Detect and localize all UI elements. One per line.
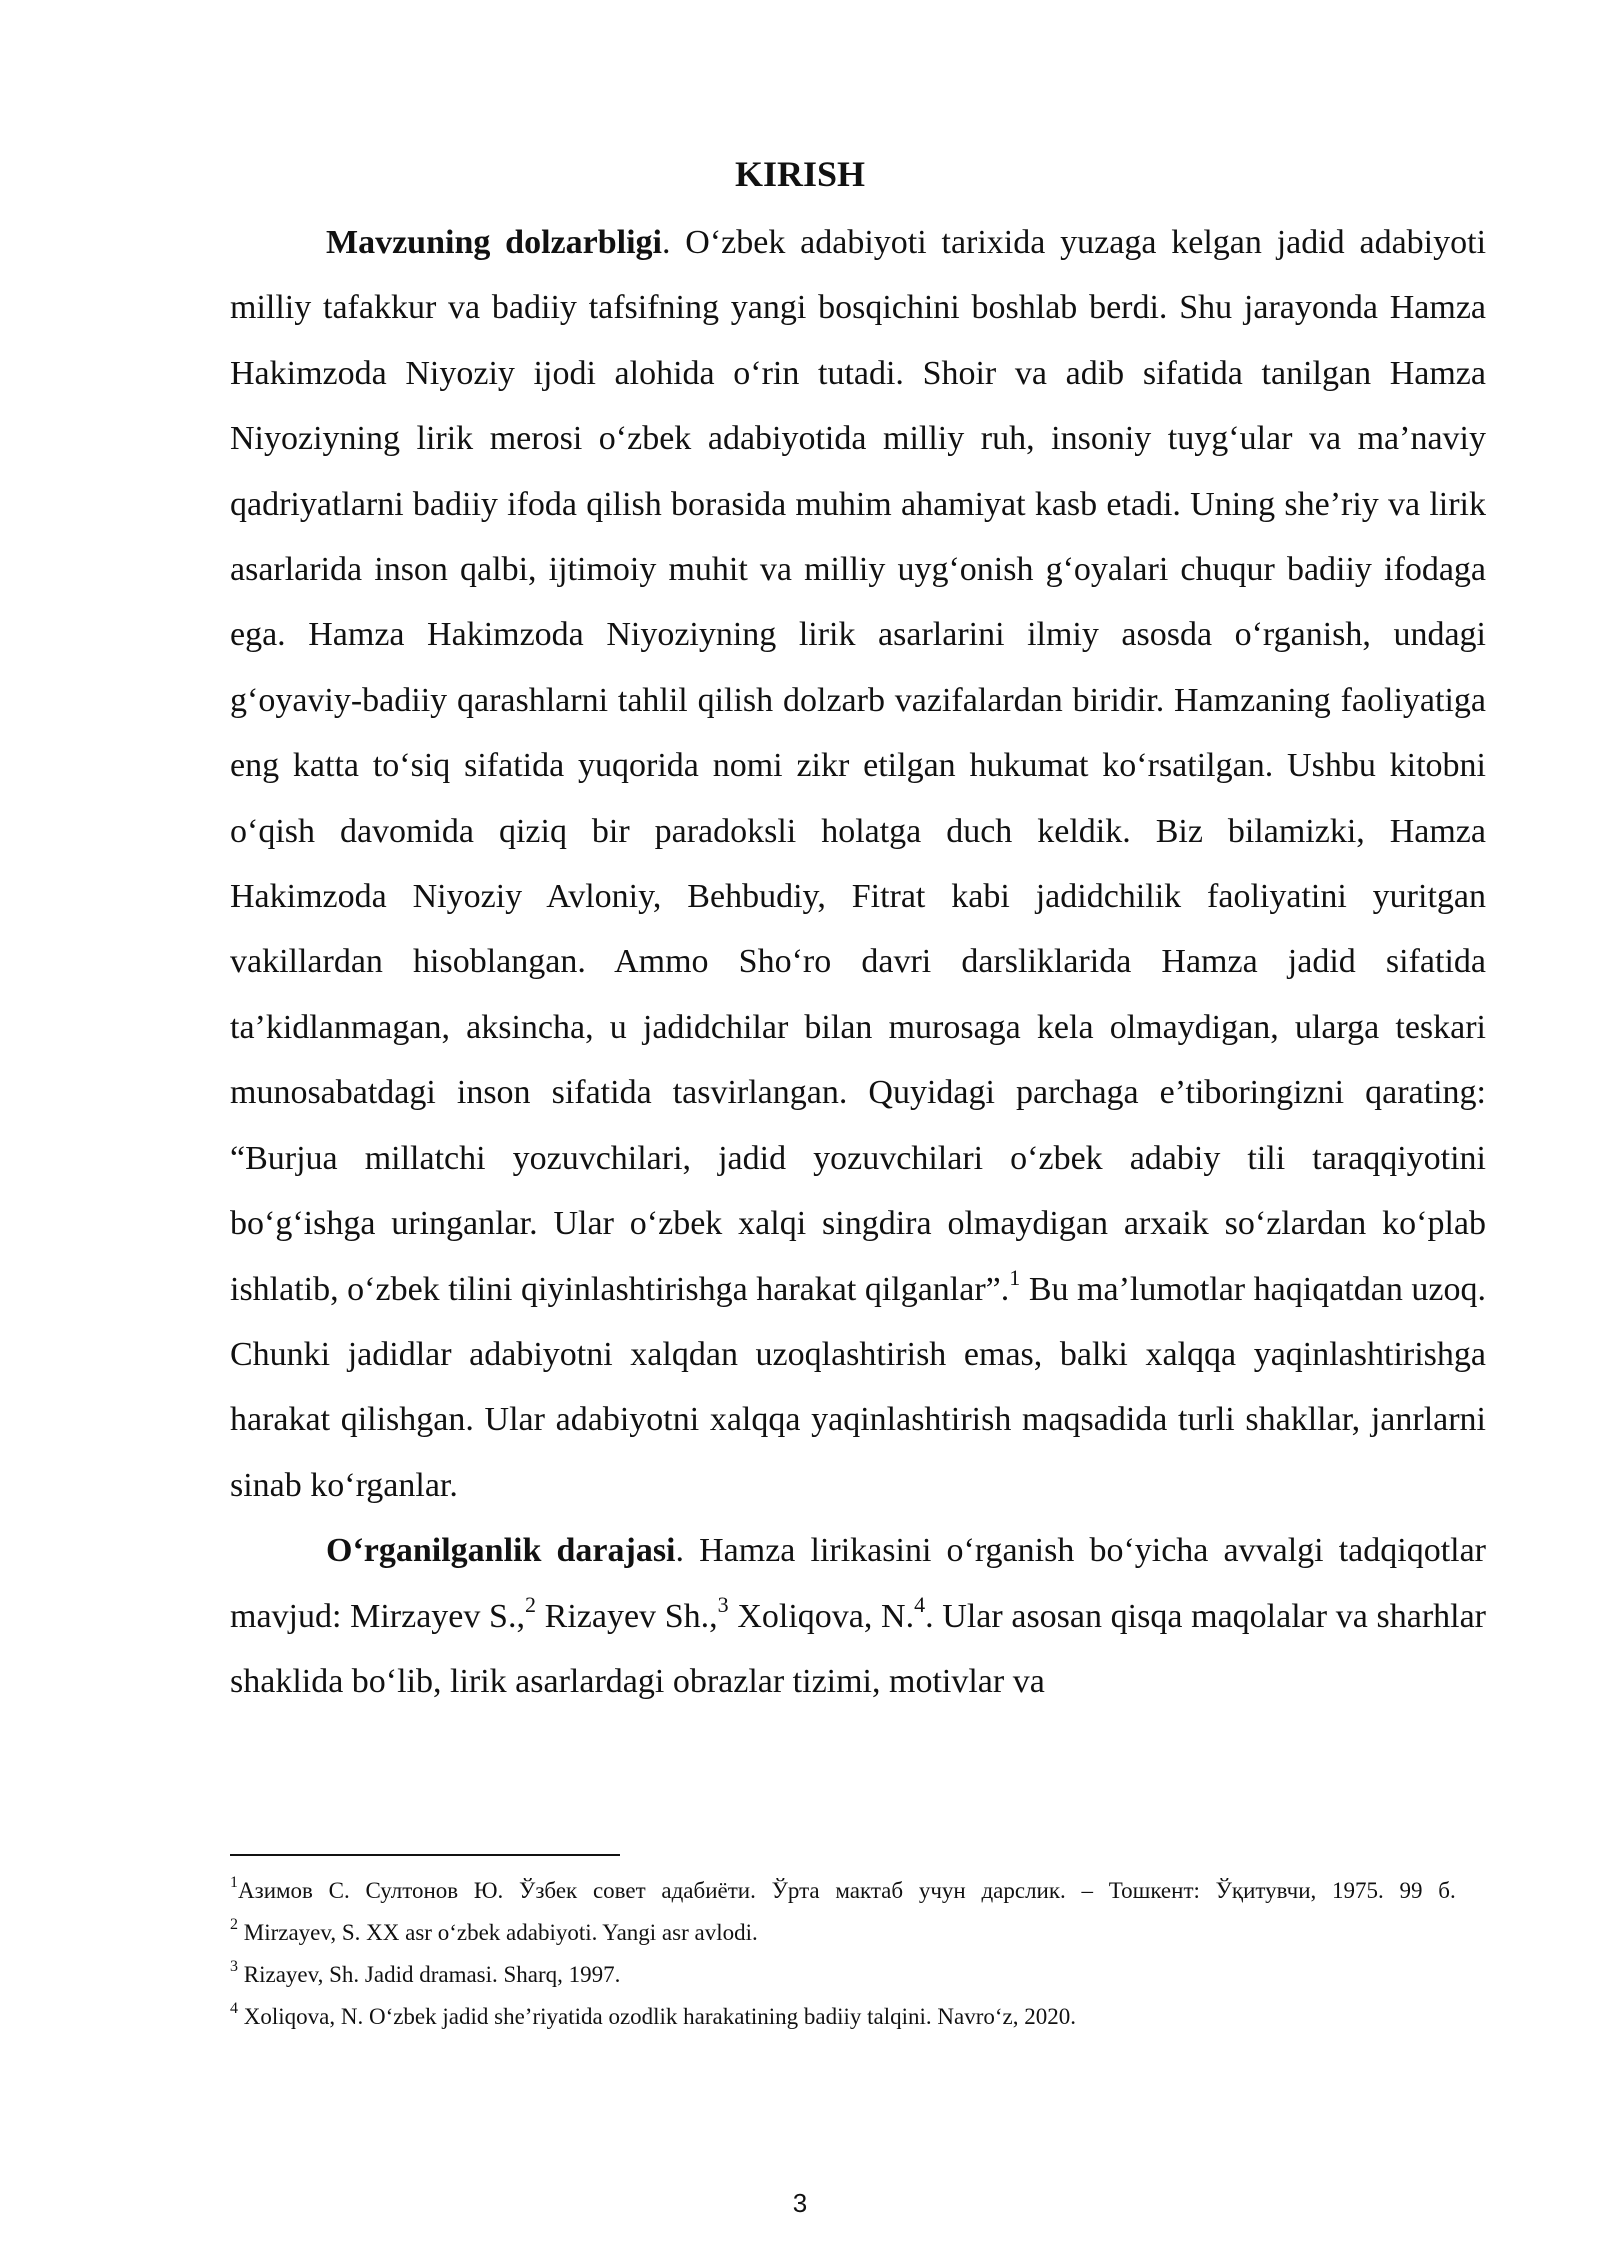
footnote-number: 1	[230, 1874, 238, 1892]
paragraph-text: . O‘zbek adabiyoti tarixida yuzaga kelgan jadid adabiyoti milliy tafakkur va badiiy tafsifning yangi bosqichini boshlab berdi. Shu jarayonda Hamza Hakimzoda Niyoziy ijodi alohida o‘rin tutadi. Shoir va adib sifatida tanilgan Hamza Niyoziyning lirik merosi o‘zbek adabiyotida milliy ruh, insoniy tuyg‘ular va ma’naviy qadriyatlarni badiiy ifoda qilish borasida muhim ahamiyat kasb etadi. Uning she’riy va lirik asarlarida inson qalbi, ijtimoiy muhit va milliy uyg‘onish g‘oyalari chuqur badiiy ifodaga ega. Hamza Hakimzoda Niyoziyning lirik asarlarini ilmiy asosda o‘rganish, undagi g‘oyaviy-badiiy qarashlarni tahlil qilish dolzarb vazifalardan biridir. Hamzaning faoliyatiga eng katta to‘siq sifatida yuqorida nomi zikr etilgan hukumat ko‘rsatilgan. Ushbu kitobni o‘qish davomida qiziq bir paradoksli holatga duch keldik. Biz bilamizki, Hamza Hakimzoda Niyoziy Avloniy, Behbudiy, Fitrat kabi jadidchilik faoliyatini yuritgan vakillardan hisoblangan. Ammo Sho‘ro davri darsliklarida Hamza jadid sifatida ta’kidlanmagan, aksincha, u jadidchilar bilan murosaga kela olmaydigan, ularga teskari munosabatdagi inson sifatida tasvirlangan. Quyidagi parchaga e’tiboringizni qarating: “Burjua millatchi yozuvchilari, jadid yozuvchilari o‘zbek adabiy tili taraqqiyotini bo‘g‘ishga uringanlar. Ular o‘zbek xalqi singdira olmaydigan arxaik so‘zlardan ko‘plab ishlatib, o‘zbek tilini qiyinlashtirishga harakat qilganlar”.	[230, 224, 1487, 1308]
footnote	[230, 1870, 1486, 1912]
footnote-text: Rizayev, Sh. Jadid dramasi. Sharq, 1997.	[238, 1962, 621, 1987]
paragraph-relevance	[230, 210, 1486, 1518]
footnote-ref[interactable]: 2	[524, 1592, 536, 1618]
page-number: 3	[792, 2188, 808, 2218]
footnote	[230, 1996, 1486, 2038]
footnote-text: Азимов С. Султонов Ю. Ўзбек совет адабиёти. Ўрта мактаб учун дарслик. – Тошкент: Ўқитувчи, 1975. 99 б.	[238, 1878, 1456, 1903]
paragraph-research-status	[230, 1518, 1486, 1714]
footnote	[230, 1912, 1486, 1954]
paragraph-text: Rizayev Sh.,	[535, 1597, 718, 1635]
footnotes	[230, 1870, 1486, 2038]
footnote-number: 3	[230, 1958, 238, 1976]
footnote-ref[interactable]: 3	[717, 1592, 729, 1618]
paragraph-text: Xoliqova, N.	[728, 1597, 915, 1635]
main-text	[230, 210, 1486, 1714]
paragraph-lead: Mavzuning dolzarbligi	[326, 224, 662, 261]
footnote-ref[interactable]: 1	[1009, 1265, 1021, 1291]
paragraph-lead: O‘rganilganlik darajasi	[326, 1532, 676, 1570]
footnote	[230, 1954, 1486, 1996]
footnote-number: 4	[230, 2000, 238, 2018]
footnote-ref[interactable]: 4	[914, 1592, 926, 1618]
section-heading: KIRISH	[734, 154, 866, 194]
footnote-text: Mirzayev, S. XX asr o‘zbek adabiyoti. Yangi asr avlodi.	[238, 1920, 758, 1945]
paragraph-text: . Hamza lirikasini o‘rganish bo‘yicha avvalgi tadqiqotlar mavjud: Mirzayev S.,	[230, 1532, 1486, 1635]
paragraph-text: Bu ma’lumotlar haqiqatdan uzoq. Chunki jadidlar adabiyotni xalqdan uzoqlashtirish emas, balki xalqqa yaqinlashtirishga harakat qilishgan. Ular adabiyotni xalqqa yaqinlashtirish maqsadida turli shakllar, janrlarni sinab ko‘rganlar.	[230, 1270, 1486, 1504]
paragraph-text: . Ular asosan qisqa maqolalar va sharhlar shaklida bo‘lib, lirik asarlardagi obrazlar tizimi, motivlar va	[230, 1597, 1487, 1700]
footnote-separator	[230, 1854, 620, 1856]
footnote-text: Xoliqova, N. O‘zbek jadid she’riyatida ozodlik harakatining badiiy talqini. Navro‘z, 2020.	[238, 2004, 1076, 2029]
footnote-number: 2	[230, 1916, 238, 1934]
